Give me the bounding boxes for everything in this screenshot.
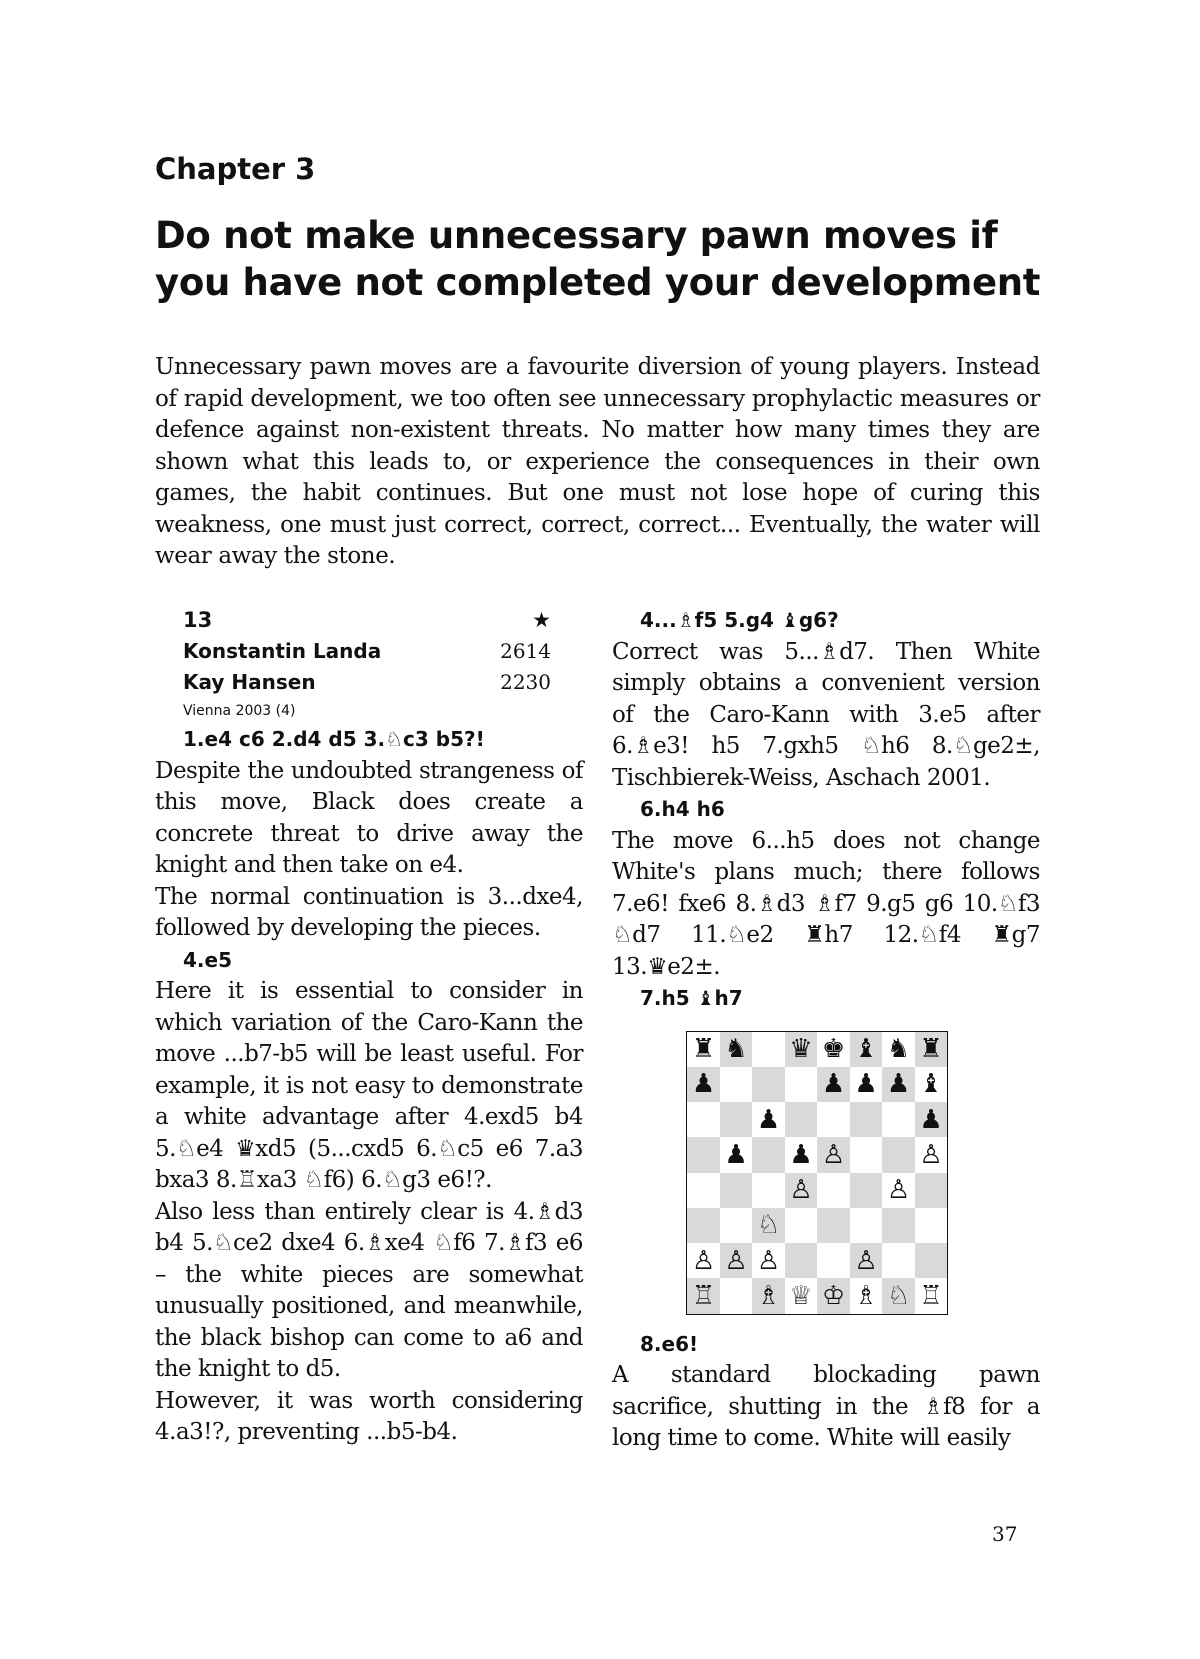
square-g8: ♞ [886,1034,910,1065]
white-elo: 2614 [500,639,551,663]
square-e5: ♙ [817,1137,850,1172]
star-icon: ★ [532,608,551,632]
square-h8: ♜ [915,1032,948,1067]
game-header [155,605,583,724]
square-g1: ♘ [882,1278,915,1313]
square-f8: ♝ [850,1032,883,1067]
page-number: 37 [992,1522,1018,1546]
square-d1: ♕ [789,1280,813,1311]
square-d6 [785,1102,818,1137]
annotation-paragraph: Correct was 5...♗d7. Then White simply obtains a convenient version of the Caro-Kann with 3.e5 after 6.♗e3! h5 7.gxh5 ♘h6 8.♘ge2±, Tischbierek-Weiss, Aschach 2001. [612,638,1040,791]
square-g5 [882,1137,915,1172]
square-d4: ♙ [785,1173,818,1208]
intro-paragraph: Unnecessary pawn moves are a favourite diversion of young players. Instead of rapid development, we too often see unnecessary prophylactic measures or defence against non-existent threats. No matter how many times they are shown what this leads to, or experience the consequences in their own games, the habit continues. But one must not lose hope of curing this weakness, one must just correct, correct, correct... Eventually, the water will wear away the stone. [155,354,1040,569]
square-f3 [850,1208,883,1243]
square-h3 [915,1208,948,1243]
move-line: 7.h5 ♝h7 [640,986,743,1010]
chapter-title: Do not make unnecessary pawn moves if you have not completed your development [155,214,1041,304]
game-number-row [183,605,583,636]
square-h4 [915,1173,948,1208]
square-f1: ♗ [854,1280,878,1311]
square-f4 [850,1173,883,1208]
square-f6 [850,1102,883,1137]
annotation-paragraph: The move 6...h5 does not change White's plans much; there follows 7.e6! fxe6 8.♗d3 ♗f7 9.g5 g6 10.♘f3 ♘d7 11.♘e2 ♜h7 12.♘f4 ♜g7 13.♛e2±. [612,827,1040,980]
square-a3 [687,1208,720,1243]
square-f7: ♟ [854,1069,878,1100]
move-line: 4...♗f5 5.g4 ♝g6? [640,608,839,632]
square-b4 [720,1173,753,1208]
square-a1: ♖ [687,1278,720,1313]
right-column [612,605,1040,1455]
move-line: 8.e6! [640,1331,699,1356]
move-line: 1.e4 c6 2.d4 d5 3.♘c3 b5?! [183,727,485,751]
square-b1 [720,1278,753,1313]
annotation-paragraph: A standard blockading pawn sacrifice, shutting in the ♗f8 for a long time to come. White will easily [612,1362,1040,1451]
square-c6: ♟ [756,1104,780,1135]
square-e3 [817,1208,850,1243]
square-g7: ♟ [882,1067,915,1102]
square-b6 [720,1102,753,1137]
annotation-paragraph: Despite the undoubted strangeness of this move, Black does create a concrete threat to drive away the knight and then take on e4. [155,757,583,878]
left-column [155,605,583,1449]
square-g3 [882,1208,915,1243]
square-a6 [687,1102,720,1137]
square-f5 [850,1137,883,1172]
square-e7: ♟ [817,1067,850,1102]
square-a4 [687,1173,720,1208]
square-h2 [915,1243,948,1278]
square-c4 [752,1173,785,1208]
annotation-paragraph: Also less than entirely clear is 4.♗d3 b4 5.♘ce2 dxe4 6.♗xe4 ♘f6 7.♗f3 e6 – the white pieces are somewhat unusually positioned, and meanwhile, the black bishop can come to a6 and the knight to d5. [155,1198,583,1382]
square-c3: ♘ [752,1208,785,1243]
black-player: Kay Hansen [183,670,316,694]
game-event: Vienna 2003 (4) [183,703,296,719]
annotation-paragraph: However, it was worth considering 4.a3!?, preventing ...b5-b4. [155,1387,583,1445]
square-g6 [882,1102,915,1137]
square-a7: ♟ [687,1067,720,1102]
square-a8: ♜ [691,1034,715,1065]
square-h7: ♝ [919,1069,943,1100]
square-d7 [785,1067,818,1102]
square-f2: ♙ [850,1243,883,1278]
white-player: Konstantin Landa [183,639,382,663]
square-b5: ♟ [724,1139,748,1170]
square-e4 [817,1173,850,1208]
square-c2: ♙ [756,1245,780,1276]
chess-board [686,1031,948,1315]
square-a5 [687,1137,720,1172]
square-g2 [882,1243,915,1278]
chapter-label: Chapter 3 [155,152,316,186]
annotation-paragraph: Here it is essential to consider in which variation of the Caro-Kann the move ...b7-b5 will be least useful. For example, it is not easy to demonstrate a white advantage after 4.exd5 b4 5.♘e4 ♛xd5 (5...cxd5 6.♘c5 e6 7.a3 bxa3 8.♖xa3 ♘f6) 6.♘g3 e6!?. [155,978,583,1193]
square-d8: ♛ [785,1032,818,1067]
square-c5 [752,1137,785,1172]
annotation-paragraph: The normal continuation is 3...dxe4, followed by developing the pieces. [155,883,583,941]
black-player-row [183,667,583,698]
square-b7 [720,1067,753,1102]
square-e1: ♔ [817,1278,850,1313]
square-h1: ♖ [919,1280,943,1311]
square-c7 [752,1067,785,1102]
left-text [155,724,583,1449]
square-b2: ♙ [720,1243,753,1278]
square-h6: ♟ [915,1102,948,1137]
square-b8: ♞ [720,1032,753,1067]
move-line: 6.h4 h6 [640,797,725,821]
square-d2 [785,1243,818,1278]
square-b3 [720,1208,753,1243]
white-player-row [183,636,583,667]
square-g4: ♙ [886,1175,910,1206]
square-e8: ♚ [821,1034,845,1065]
square-d3 [785,1208,818,1243]
square-d5: ♟ [789,1139,813,1170]
game-number: 13 [183,608,213,632]
square-c8 [752,1032,785,1067]
move-line: 4.e5 [183,947,232,972]
square-e6 [817,1102,850,1137]
square-h5: ♙ [919,1139,943,1170]
square-c1: ♗ [752,1278,785,1313]
square-e2 [817,1243,850,1278]
square-a2: ♙ [691,1245,715,1276]
black-elo: 2230 [500,670,551,694]
chess-diagram [686,1031,948,1315]
